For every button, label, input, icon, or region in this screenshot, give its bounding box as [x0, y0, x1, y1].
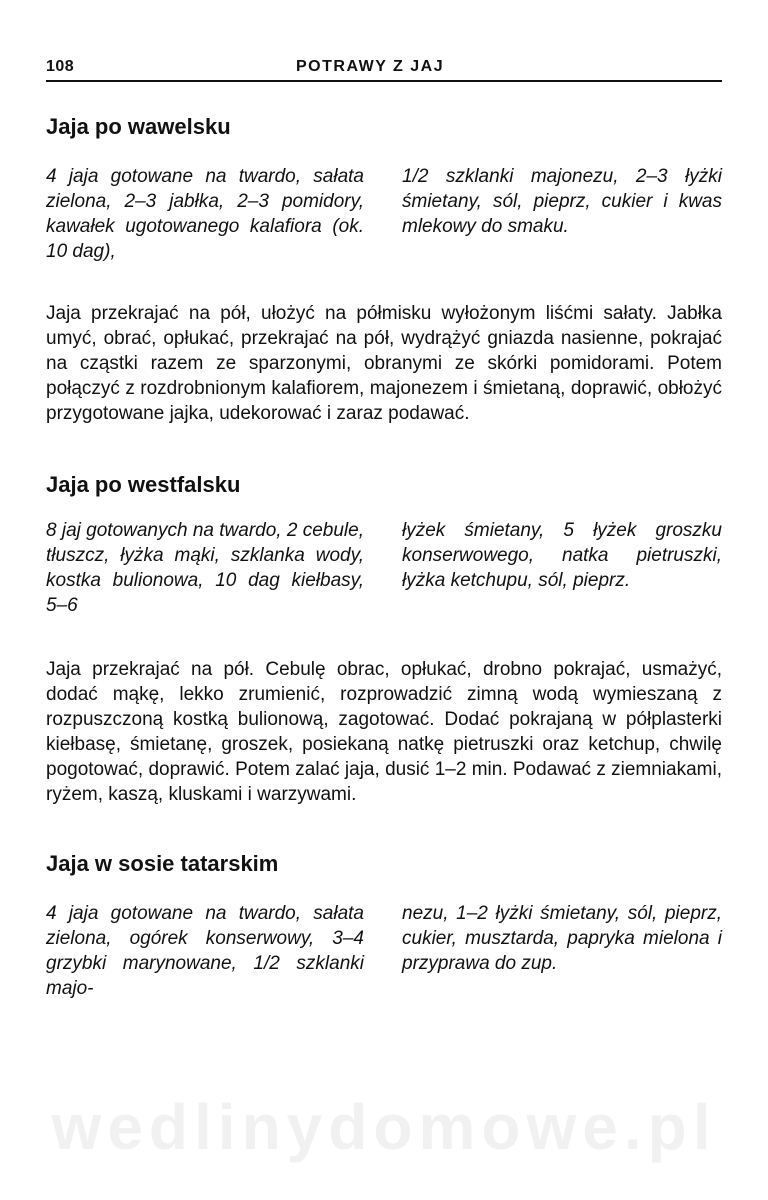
ingredients-list	[46, 164, 722, 264]
recipe-title: Jaja po westfalsku	[46, 472, 241, 497]
ingredients-list	[46, 518, 722, 618]
recipe-title: Jaja w sosie tatarskim	[46, 851, 279, 876]
page-header	[46, 50, 722, 82]
recipe-jaja-po-wawelsku	[46, 114, 722, 426]
recipe-jaja-po-westfalsku	[46, 472, 722, 807]
page-number: 108	[46, 58, 75, 75]
ingredients-right-column: 1/2 szklanki majonezu, 2–3 łyżki śmietany, sól, pieprz, cukier i kwas mlekowy do smaku.	[402, 166, 722, 237]
ingredients-list	[46, 901, 722, 1001]
book-page	[46, 50, 722, 1001]
running-title: POTRAWY Z JAJ	[296, 58, 445, 75]
ingredients-right-column: łyżek śmietany, 5 łyżek groszku konserwowego, natka pietruszki, łyżka ketchupu, sól, pieprz.	[402, 520, 722, 591]
preparation-text: Jaja przekrajać na pół. Cebulę obrac, opłukać, drobno pokrajać, usmażyć, dodać mąkę, lekko zrumienić, rozprowadzić zimną wodą wymieszaną z rozpuszczoną kostką bulionową, zagotować. Dodać pokrajaną w półplasterki kiełbasę, śmietanę, groszek, posiekaną natkę pietruszki oraz ketchup, chwilę pogotować, doprawić. Potem zalać jaja, dusić 1–2 min. Podawać z ziemniakami, ryżem, kaszą, kluskami i warzywami.	[46, 659, 722, 805]
preparation-text: Jaja przekrajać na pół, ułożyć na półmisku wyłożonym liśćmi sałaty. Jabłka umyć, obrać, opłukać, przekrajać na pół, wydrążyć gniazda nasienne, pokrajać na cząstki razem ze sparzonymi, obranymi ze skórki pomidorami. Potem połączyć z rozdrobnionym kalafiorem, majonezem i śmietaną, doprawić, obłożyć przygotowane jajka, udekorować i zaraz podawać.	[46, 303, 722, 424]
ingredients-left-column: 8 jaj gotowanych na twardo, 2 cebule, tłuszcz, łyżka mąki, szklanka wody, kostka bulionowa, 10 dag kiełbasy, 5–6	[46, 520, 364, 616]
watermark: wedlinydomowe.pl	[51, 1091, 717, 1163]
recipe-jaja-w-sosie-tatarskim	[46, 851, 722, 1001]
recipe-title: Jaja po wawelsku	[46, 114, 231, 139]
ingredients-right-column: nezu, 1–2 łyżki śmietany, sól, pieprz, cukier, musztarda, papryka mielona i przyprawa do zup.	[402, 903, 722, 974]
ingredients-left-column: 4 jaja gotowane na twardo, sałata zielona, ogórek konserwowy, 3–4 grzybki marynowane, 1/2 szklanki majo-	[46, 903, 364, 999]
ingredients-left-column: 4 jaja gotowane na twardo, sałata zielona, 2–3 jabłka, 2–3 pomidory, kawałek ugotowanego kalafiora (ok. 10 dag),	[46, 166, 364, 262]
